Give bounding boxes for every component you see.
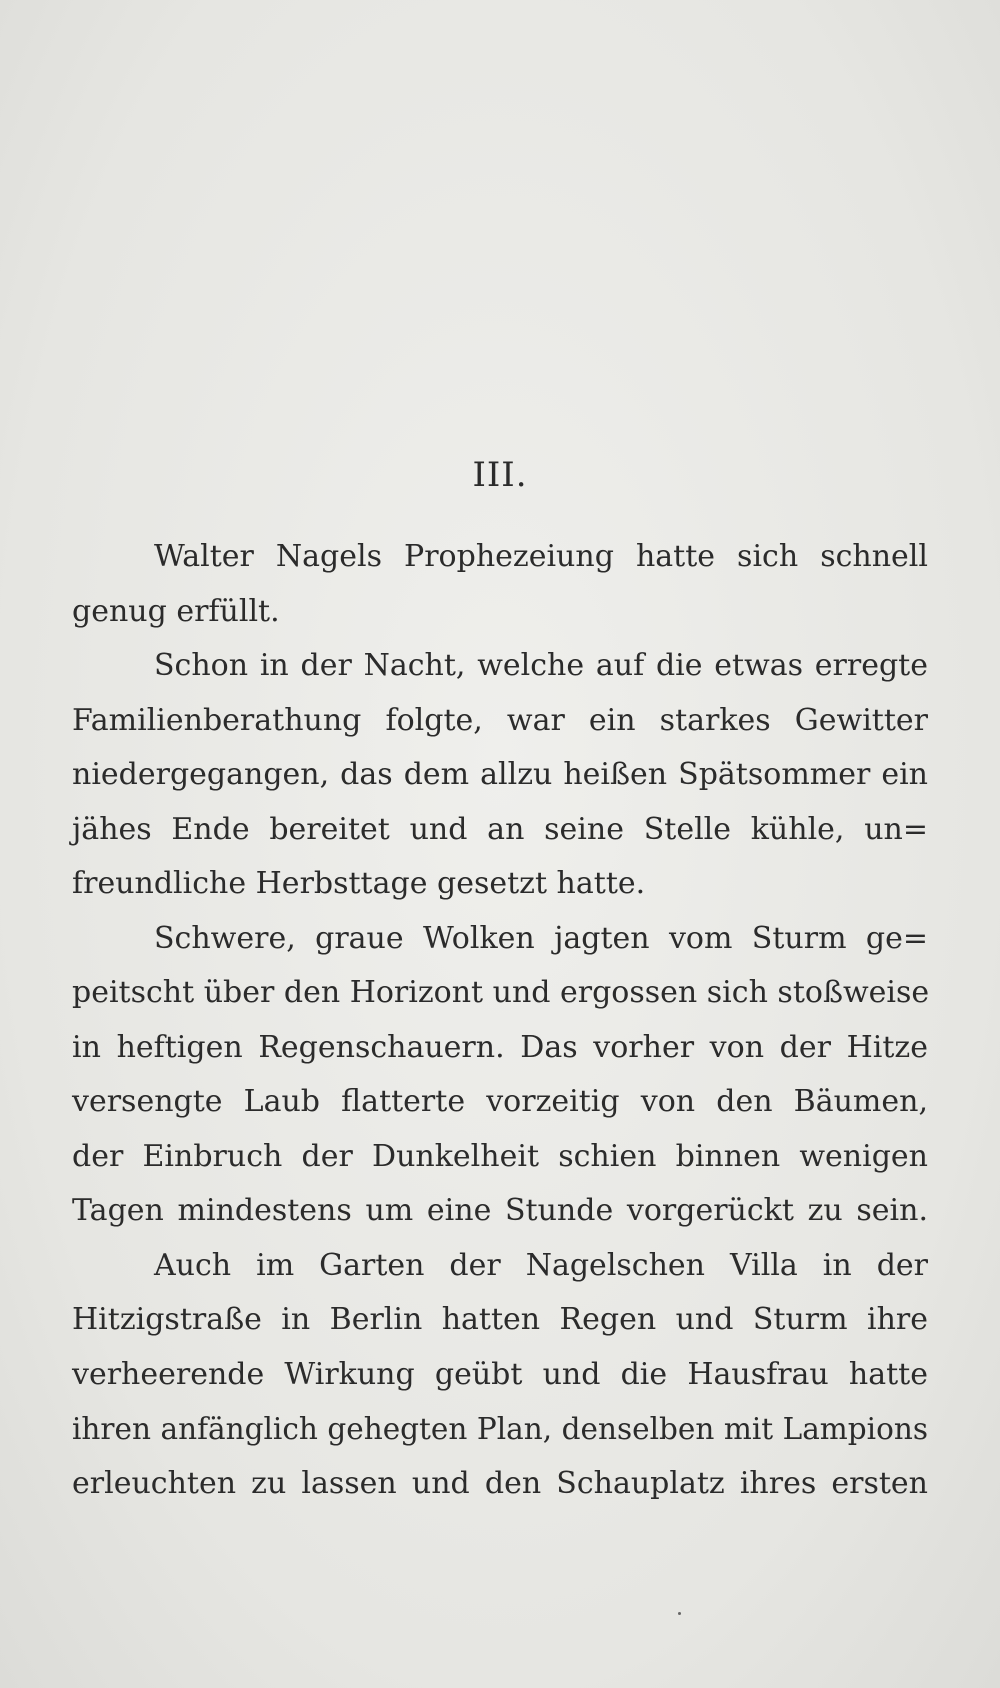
text-line: erleuchten zu lassen und den Schauplatz ihres ersten <box>72 1465 928 1501</box>
text-line: freundliche Herbsttage gesetzt hatte. <box>72 866 646 901</box>
text-line: Schwere, graue Wolken jagten vom Sturm ge= <box>154 920 928 956</box>
text-line: der Einbruch der Dunkelheit schien binnen wenigen <box>72 1138 928 1174</box>
text-line: Walter Nagels Prophezeiung hatte sich schnell <box>154 539 928 574</box>
chapter-heading: III. <box>472 455 528 495</box>
body-text <box>72 530 928 1511</box>
text-line: ihren anfänglich gehegten Plan, denselben mit Lampions <box>72 1412 928 1446</box>
text-line: versengte Laub flatterte vorzeitig von den Bäumen, <box>72 1084 928 1119</box>
text-line: genug erfüllt. <box>72 593 280 629</box>
ink-speck <box>678 1612 681 1615</box>
text-line: Tagen mindestens um eine Stunde vorgerückt zu sein. <box>72 1193 928 1228</box>
text-line: verheerende Wirkung geübt und die Hausfrau hatte <box>72 1356 928 1392</box>
text-line: Schon in der Nacht, welche auf die etwas erregte <box>154 648 928 683</box>
text-line: jähes Ende bereitet und an seine Stelle kühle, un= <box>72 811 928 847</box>
text-line: peitscht über den Horizont und ergossen sich stoßweise <box>72 975 930 1010</box>
text-line: Familienberathung folgte, war ein starkes Gewitter <box>72 702 928 738</box>
text-line: in heftigen Regenschauern. Das vorher von der Hitze <box>72 1029 928 1065</box>
text-line: Auch im Garten der Nagelschen Villa in der <box>154 1247 928 1283</box>
text-line: Hitzigstraße in Berlin hatten Regen und Sturm ihre <box>72 1302 928 1337</box>
text-line: niedergegangen, das dem allzu heißen Spätsommer ein <box>72 757 928 792</box>
